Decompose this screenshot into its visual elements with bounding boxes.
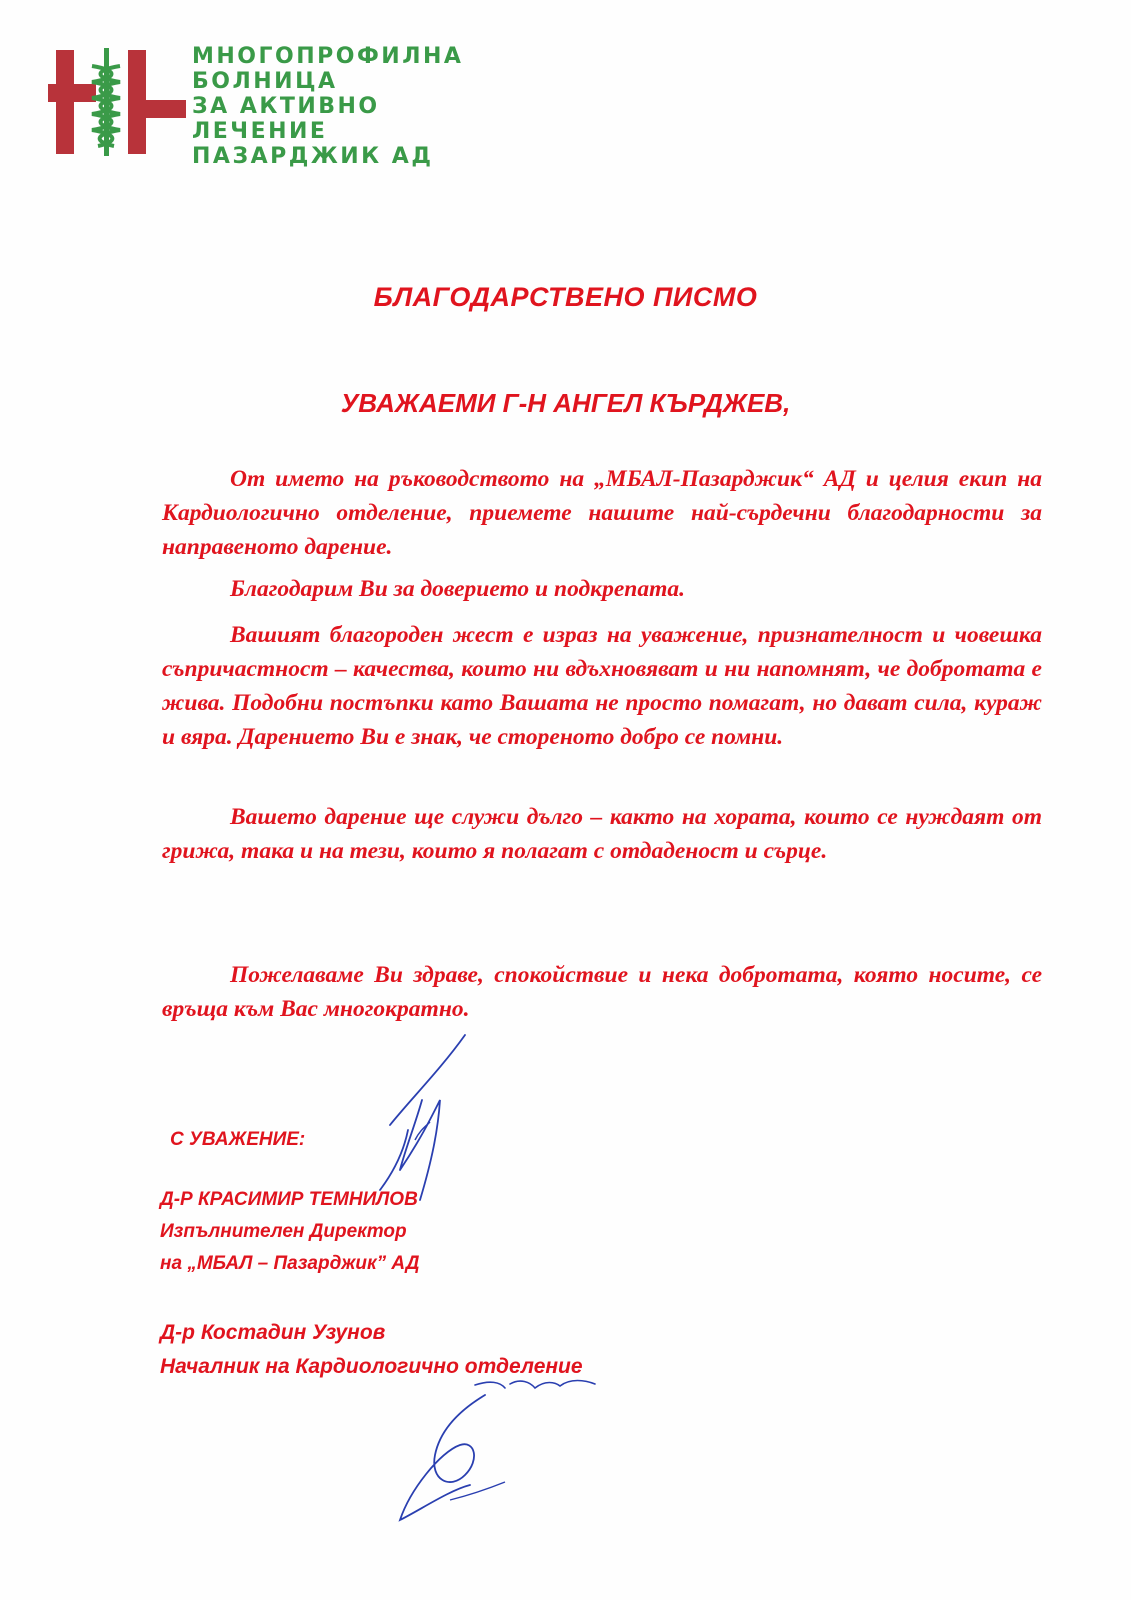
signatory-director (160, 1184, 420, 1280)
paragraph: Благодарим Ви за доверието и подкрепата. (230, 576, 685, 602)
paragraph: Вашият благороден жест е израз на уважение, признателност и човешка съпричастност – качества, които ни вдъхновяват и ни напомнят, че добротата е жива. Подобни постъпки като Вашата не просто помагат, но дават сила, кураж и вяра. Дарението Ви е знак, че стореното добро се помни. (162, 622, 1042, 750)
hospital-name-line: БОЛНИЦА (192, 69, 338, 94)
paragraph: Пожелаваме Ви здраве, спокойствие и нека добротата, която носите, се връща към Вас многократно. (162, 962, 1042, 1022)
hospital-name-line: ПАЗАРДЖИК АД (192, 144, 434, 169)
hospital-name (192, 44, 463, 169)
signatory-name: Д-Р КРАСИМИР ТЕМНИЛОВ (160, 1189, 418, 1210)
handwritten-signature-head (380, 1370, 620, 1540)
salutation: УВАЖАЕМИ Г-Н АНГЕЛ КЪРДЖЕВ, (340, 388, 791, 418)
closing (170, 1124, 305, 1156)
paragraph: От името на ръководството на „МБАЛ-Пазарджик“ АД и целия екип на Кардиологично отделение, приемете нашите най-сърдечни благодарности за направеното дарение. (162, 466, 1042, 560)
signatory-position: Началник на Кардиологично отделение (160, 1355, 583, 1378)
hospital-name-line: МНОГОПРОФИЛНА (192, 44, 464, 69)
hospital-name-line: ЗА АКТИВНО (192, 94, 380, 119)
signatory-organization: на „МБАЛ – Пазарджик” АД (160, 1253, 420, 1274)
hospital-name-line: ЛЕЧЕНИЕ (192, 119, 328, 144)
paragraph: Вашето дарение ще служи дълго – както на хората, които се нуждаят от грижа, така и на тези, които я полагат с отдаденост и сърце. (162, 804, 1042, 864)
closing-text: С УВАЖЕНИЕ: (170, 1129, 306, 1150)
hospital-cross-caduceus-icon (48, 44, 188, 164)
signatory-name: Д-р Костадин Узунов (160, 1321, 386, 1344)
letter-title: БЛАГОДАРСТВЕНО ПИСМО (373, 282, 758, 312)
signatory-position: Изпълнителен Директор (160, 1221, 407, 1242)
signatory-head-of-department (160, 1316, 583, 1384)
